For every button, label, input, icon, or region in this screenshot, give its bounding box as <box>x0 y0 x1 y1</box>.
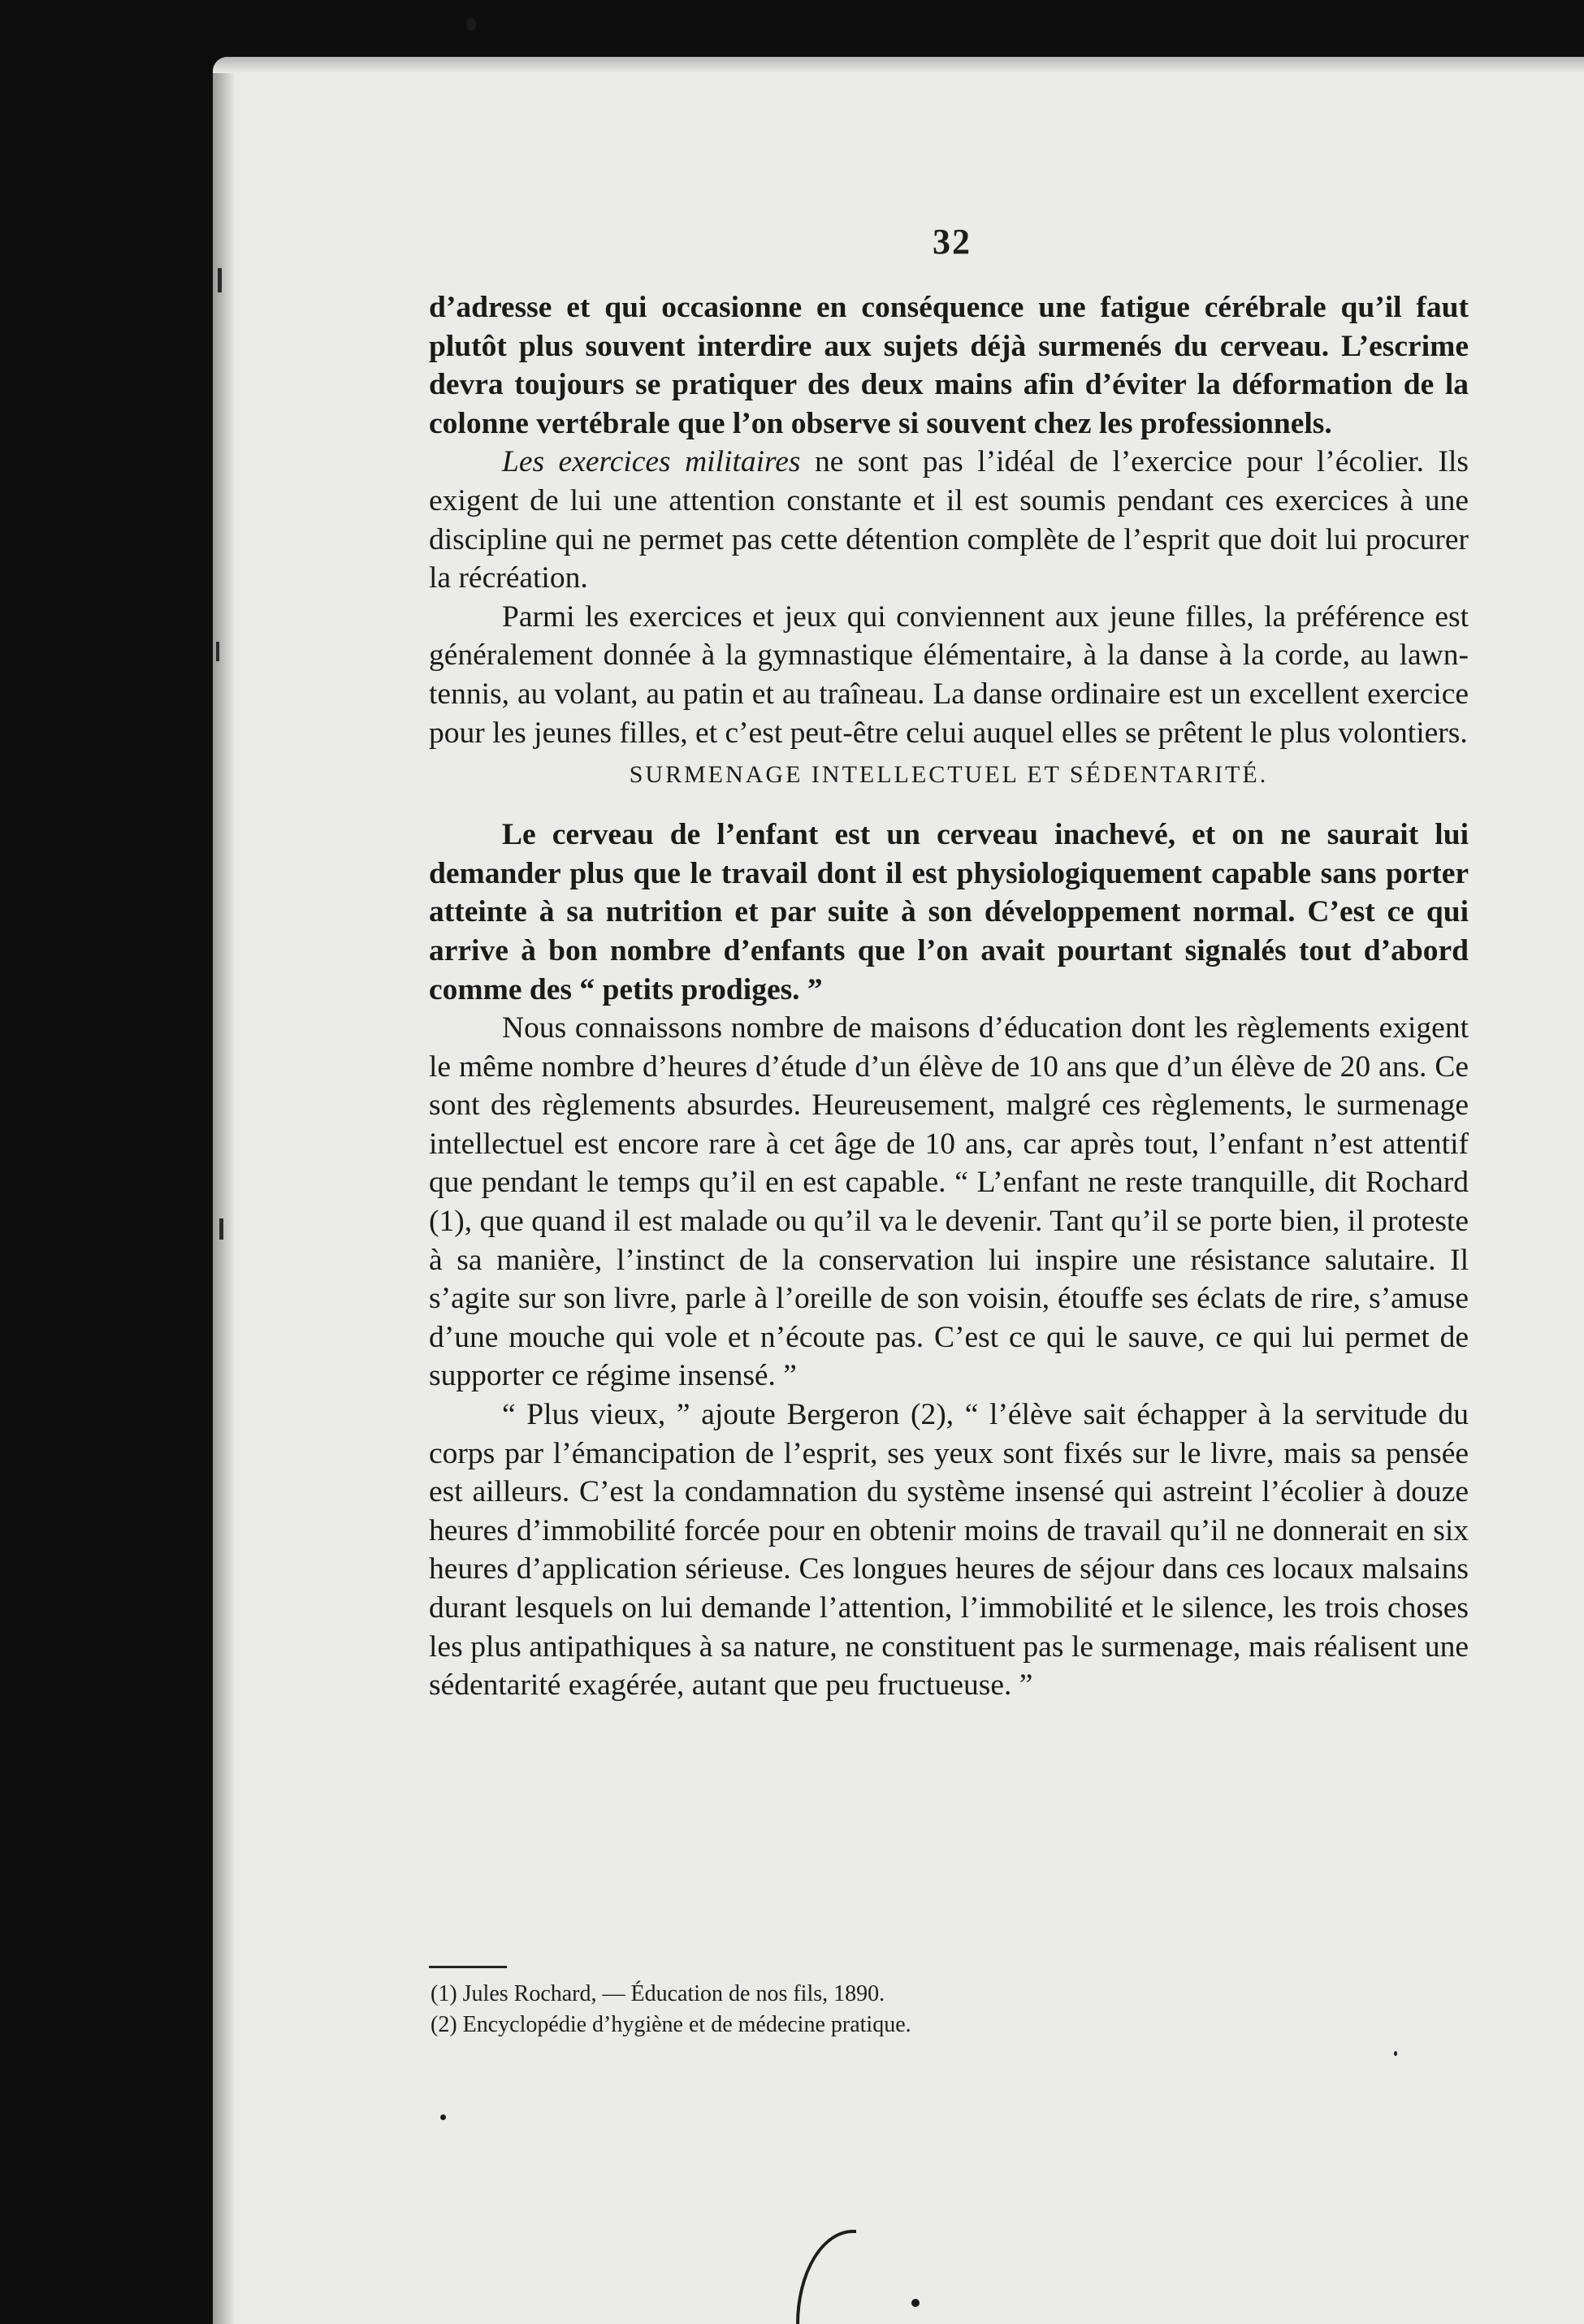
footnotes <box>431 1979 1446 2041</box>
body-text <box>429 288 1469 1705</box>
paragraph <box>429 1396 1469 1705</box>
margin-mark <box>218 268 222 292</box>
page-number: 32 <box>933 222 972 262</box>
margin-mark <box>216 642 219 661</box>
paragraph <box>429 816 1469 1009</box>
paragraph <box>429 288 1469 443</box>
scan-speck <box>466 18 476 31</box>
margin-mark <box>219 1218 223 1240</box>
emphasis-text: Les exercices militaires <box>502 445 801 479</box>
scan-speck <box>911 2299 920 2307</box>
paragraph-text: Nous connaissons nombre de maisons d’éducation dont les règlements exigent le même nombre d’heures d’étude d’un élève de 10 ans que d’un élève de 20 ans. Ce sont des règlements absurdes. Heureusement, malgré ces règlements, le surmenage intellectuel est encore rare à cet âge de 10 ans, car après tout, l’enfant n’est attentif que pendant le temps qu’il en est capable. “ L’enfant ne reste tranquille, dit Rochard (1), que quand il est malade ou qu’il va le devenir. Tant qu’il se porte bien, il proteste à sa manière, l’instinct de la conservation lui inspire une résistance salutaire. Il s’agite sur son livre, parle à l’oreille de son voisin, étouffe ses éclats de rire, s’amuse d’une mouche qui vole et n’écoute pas. C’est ce qui le sauve, ce qui lui permet de supporter ce régime insensé. ” <box>429 1011 1469 1393</box>
paragraph-text: ne sont pas l’idéal de l’exercice pour l’écolier. Ils exigent de lui une attention constante et il est soumis pendant ces exercices à une discipline qui ne permet pas cette détention complète de l’esprit que doit lui procurer la récréation. <box>429 445 1469 595</box>
page-edge-shadow <box>213 57 236 2324</box>
paragraph-text: Le cerveau de l’enfant est un cerveau inachevé, et on ne saurait lui demander plus que le travail dont il est physiologiquement capable sans porter atteinte à sa nutrition et par suite à son développement normal. C’est ce qui arrive à bon nombre d’enfants que l’on avait pourtant signalés tout d’abord comme des “ petits prodiges. ” <box>429 818 1469 1006</box>
page-top-shadow <box>213 57 1584 73</box>
scan-speck <box>440 2114 446 2120</box>
paragraph-text: d’adresse et qui occasionne en conséquence une fatigue cérébrale qu’il faut plutôt plus souvent interdire aux sujets déjà surmenés du cerveau. L’escrime devra toujours se pratiquer des deux mains afin d’éviter la déformation de la colonne vertébrale que l’on observe si souvent chez les professionnels. <box>429 291 1469 440</box>
section-heading: SURMENAGE INTELLECTUEL ET SÉDENTARITÉ. <box>629 761 1269 789</box>
paragraph-text: Parmi les exercices et jeux qui conviennent aux jeune filles, la préférence est généralement donnée à la gymnastique élémentaire, à la danse à la corde, au lawn-tennis, au volant, au patin et au traîneau. La danse ordinaire est un excellent exercice pour les jeunes filles, et c’est peut-être celui auquel elles se prêtent le plus volontiers. <box>429 599 1469 750</box>
footnote-divider <box>429 1966 507 1968</box>
paragraph-text: “ Plus vieux, ” ajoute Bergeron (2), “ l’élève sait échapper à la servitude du corps par l’émancipation de l’esprit, ses yeux sont fixés sur le livre, mais sa pensée est ailleurs. C’est la condamnation du système insensé qui astreint l’écolier à douze heures d’immobilité forcée pour en obtenir moins de travail qu’il ne donnerait en six heures d’application sérieuse. Ces longues heures de séjour dans ces locaux malsains durant lesquels on lui demande l’attention, l’immobilité et le silence, les trois choses les plus antipathiques à sa nature, ne constituent pas le surmenage, mais réalisent une sédentarité exagérée, autant que peu fructueuse. ” <box>429 1398 1469 1703</box>
scan-speck <box>1394 2051 1397 2056</box>
paragraph <box>429 443 1469 597</box>
footnote: (1) Jules Rochard, — Éducation de nos fils, 1890. <box>431 1981 885 2006</box>
paragraph <box>429 1009 1469 1396</box>
footnote: (2) Encyclopédie d’hygiène et de médecine pratique. <box>431 2012 911 2037</box>
paragraph <box>429 598 1469 752</box>
